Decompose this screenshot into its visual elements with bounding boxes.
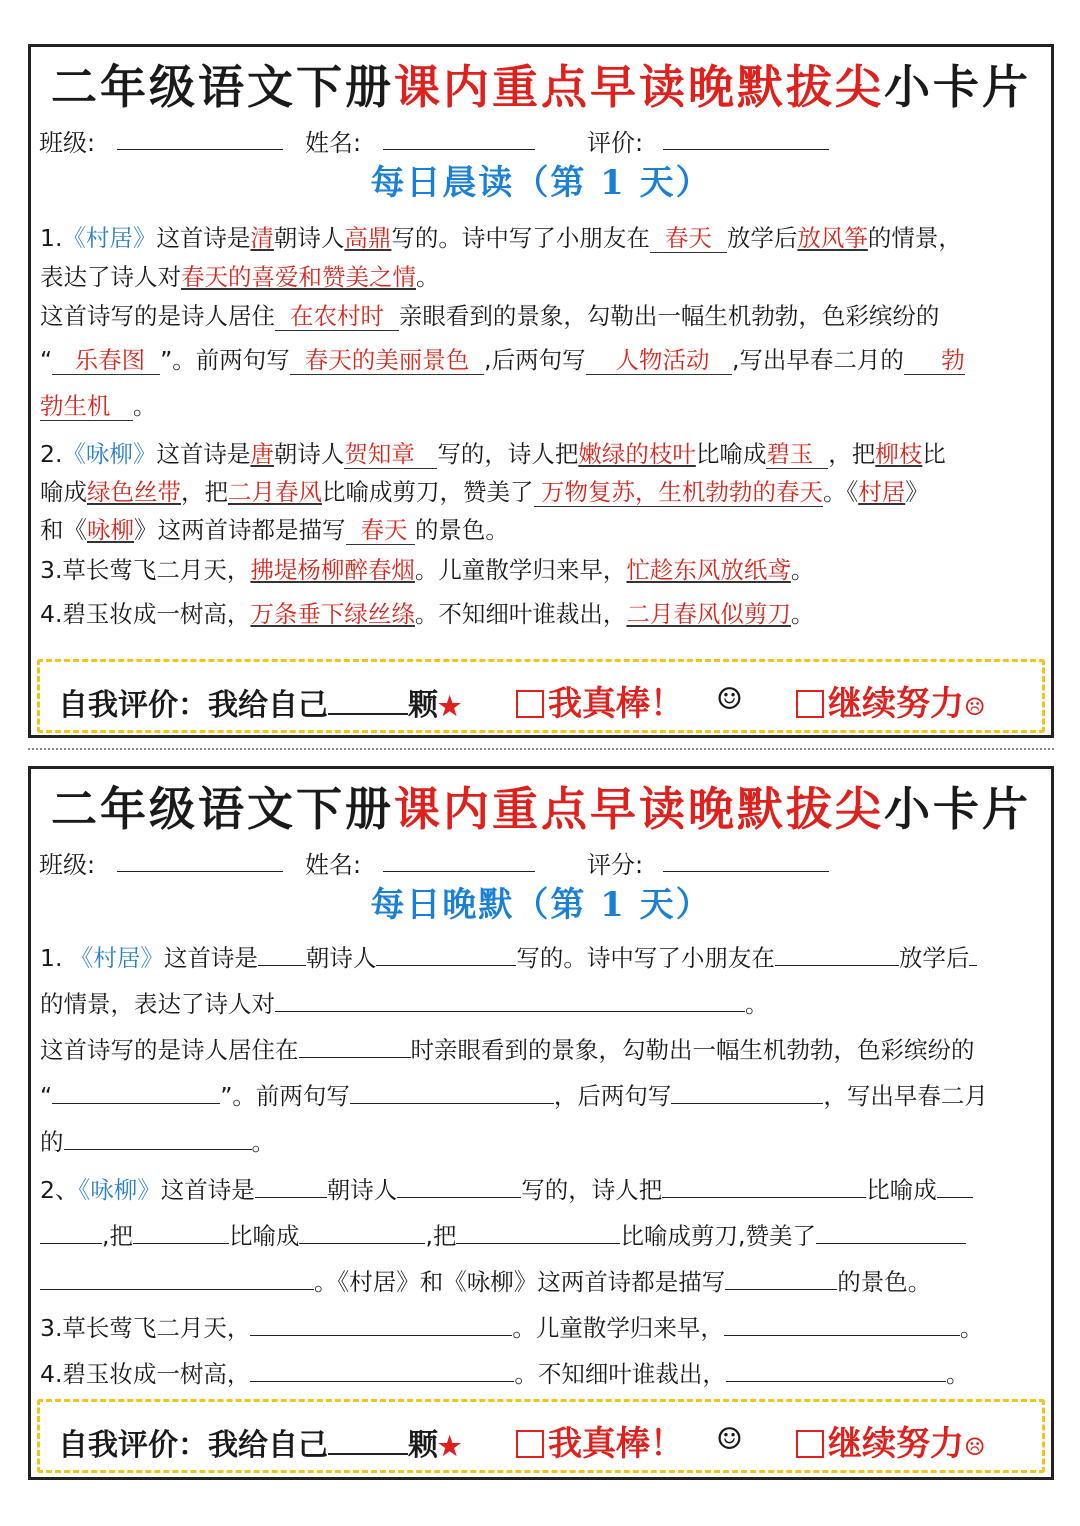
cunju-line-1: 1.《村居》这首诗是清朝诗人高鼎写的。诗中写了小朋友在 春天 放学后放风筝的情景， bbox=[40, 224, 962, 252]
cut-line-divider bbox=[28, 748, 1054, 750]
class-label: 班级: bbox=[39, 851, 96, 879]
evening-dictation-card bbox=[28, 766, 1054, 1480]
card-title: 二年级语文下册课内重点早读晚默拔尖小卡片 bbox=[51, 60, 1031, 114]
yongliu-blank-line-3: 。《村居》和《咏柳》这两首诗都是描写 的景色。 bbox=[40, 1259, 1048, 1305]
poem-line-4: 4.碧玉妆成一树高，万条垂下绿丝绦。不知细叶谁裁出，二月春风似剪刀。 bbox=[40, 600, 815, 628]
poet-blank[interactable] bbox=[376, 943, 516, 966]
cunju-line-5: 勃生机 。 bbox=[40, 392, 157, 420]
checkbox-keep-trying[interactable] bbox=[796, 1430, 824, 1458]
poem-blank-line-3: 3.草长莺飞二月天， 。儿童散学归来早， 。 bbox=[40, 1314, 984, 1342]
name-label: 姓名: bbox=[305, 129, 362, 157]
poem-blank-3[interactable] bbox=[250, 1359, 514, 1382]
cunju-blank-line-4: “ ”。前两句写 ，后两句写 ，写出早春二月 bbox=[40, 1082, 988, 1110]
class-field[interactable] bbox=[117, 149, 283, 150]
self-evaluation-label: 自我评价：我给自己 颗★ bbox=[58, 1428, 462, 1463]
class-label: 班级: bbox=[39, 129, 96, 157]
self-evaluation-label: 自我评价：我给自己 颗★ bbox=[58, 688, 462, 723]
poem-blank-1[interactable] bbox=[250, 1313, 512, 1336]
cunju-blank-line-3: 这首诗写的是诗人居住在 时亲眼看到的景象，勾勒出一幅生机勃勃，色彩缤纷的 bbox=[40, 1036, 975, 1064]
checkbox-great[interactable] bbox=[516, 690, 544, 718]
metaphor-object-blank[interactable] bbox=[937, 1175, 973, 1198]
feeling-blank[interactable] bbox=[275, 989, 745, 1012]
poem-blank-4[interactable] bbox=[726, 1359, 946, 1382]
option-great[interactable]: 我真棒！ bbox=[516, 676, 684, 725]
yongliu-line-2: 喻成绿色丝带，把二月春风比喻成剪刀，赞美了 万物复苏，生机勃勃的春天。《村居》 bbox=[40, 478, 929, 506]
option-great[interactable]: 我真棒！ bbox=[516, 1416, 684, 1465]
star-count-field[interactable] bbox=[328, 1427, 408, 1455]
frown-icon: ☹ bbox=[964, 1432, 986, 1461]
student-info-row bbox=[39, 845, 1039, 879]
season-blank[interactable] bbox=[725, 1267, 837, 1290]
smile-icon: ☺ bbox=[716, 682, 743, 717]
cunju-blank-line-1: 1. 《村居》这首诗是 朝诗人 写的。诗中写了小朋友在 放学后 bbox=[40, 935, 1048, 981]
evaluation-label: 评价: bbox=[587, 129, 644, 157]
score-field[interactable] bbox=[663, 871, 829, 872]
checkbox-great[interactable] bbox=[516, 1430, 544, 1458]
option-keep-trying[interactable]: 继续努力☹ bbox=[796, 1416, 986, 1465]
praise-blank[interactable] bbox=[816, 1221, 966, 1244]
cunju-line-3: 这首诗写的是诗人居住 在农村时 亲眼看到的景象，勾勒出一幅生机勃勃，色彩缤纷的 bbox=[40, 302, 940, 330]
name-field[interactable] bbox=[383, 871, 535, 872]
morning-reading-card bbox=[28, 44, 1054, 738]
ribbon-blank[interactable] bbox=[299, 1221, 425, 1244]
name-label: 姓名: bbox=[305, 851, 362, 879]
poem-line-3: 3.草长莺飞二月天，拂堤杨柳醉春烟。儿童散学归来早，忙趁东风放纸鸢。 bbox=[40, 556, 815, 584]
metaphor-subject-blank[interactable] bbox=[662, 1175, 866, 1198]
frown-icon: ☹ bbox=[964, 692, 986, 721]
poem-blank-line-4: 4.碧玉妆成一树高， 。不知细叶谁裁出， 。 bbox=[40, 1360, 970, 1388]
dynasty-blank[interactable] bbox=[258, 943, 306, 966]
name-field[interactable] bbox=[383, 149, 535, 150]
evaluation-field[interactable] bbox=[663, 149, 829, 150]
last-two-lines-blank[interactable] bbox=[671, 1081, 823, 1104]
yongliu-blank-line-2: ,把 比喻成 ,把 比喻成剪刀,赞美了 bbox=[40, 1213, 1048, 1259]
poem-blank-2[interactable] bbox=[724, 1313, 960, 1336]
card-title: 二年级语文下册课内重点早读晚默拔尖小卡片 bbox=[51, 782, 1031, 836]
cunju-line-2: 表达了诗人对春天的喜爱和赞美之情。 bbox=[40, 263, 440, 291]
student-info-row bbox=[39, 123, 1039, 157]
checkbox-keep-trying[interactable] bbox=[796, 690, 824, 718]
cunju-line-4: “ 乐春图 ”。前两句写 春天的美丽景色 ,后两句写 人物活动 ,写出早春二月的 勃 bbox=[40, 346, 965, 374]
yongliu-line-1: 2.《咏柳》这首诗是唐朝诗人贺知章 写的，诗人把嫩绿的枝叶比喻成碧玉 ，把柳枝比 bbox=[40, 440, 946, 468]
yongliu-blank-line-1: 2、《咏柳》这首诗是 朝诗人 写的，诗人把 比喻成 bbox=[40, 1167, 1048, 1213]
score-label: 评分: bbox=[587, 851, 644, 879]
cunju-blank-line-2: 的情景，表达了诗人对 。 bbox=[40, 990, 769, 1018]
metaphor-object-blank-cont[interactable] bbox=[40, 1221, 102, 1244]
location-blank[interactable] bbox=[299, 1035, 411, 1058]
season-blank[interactable] bbox=[775, 943, 899, 966]
picture-name-blank[interactable] bbox=[52, 1081, 220, 1104]
daily-morning-reading-subtitle: 每日晨读（第 1 天） bbox=[370, 163, 712, 203]
self-evaluation-box bbox=[37, 659, 1045, 733]
star-count-field[interactable] bbox=[328, 687, 408, 715]
smile-icon: ☺ bbox=[716, 1422, 743, 1457]
spring-wind-blank[interactable] bbox=[456, 1221, 620, 1244]
praise-blank-cont[interactable] bbox=[40, 1267, 314, 1290]
evening-dictation-content bbox=[40, 935, 1048, 1397]
morning-reading-content bbox=[40, 217, 1048, 637]
activity-blank[interactable] bbox=[969, 943, 977, 966]
self-evaluation-box bbox=[37, 1399, 1045, 1473]
willow-blank[interactable] bbox=[133, 1221, 229, 1244]
scene-blank[interactable] bbox=[64, 1127, 252, 1150]
option-keep-trying[interactable]: 继续努力☹ bbox=[796, 676, 986, 725]
first-two-lines-blank[interactable] bbox=[350, 1081, 554, 1104]
dynasty-blank[interactable] bbox=[255, 1175, 327, 1198]
yongliu-line-3: 和《咏柳》这两首诗都是描写 春天 的景色。 bbox=[40, 516, 509, 544]
star-icon: ★ bbox=[438, 692, 462, 722]
star-icon: ★ bbox=[438, 1432, 462, 1462]
class-field[interactable] bbox=[117, 871, 283, 872]
poet-blank[interactable] bbox=[397, 1175, 521, 1198]
daily-evening-dictation-subtitle: 每日晚默（第 1 天） bbox=[370, 885, 712, 925]
cunju-blank-line-5: 的 。 bbox=[40, 1128, 275, 1156]
